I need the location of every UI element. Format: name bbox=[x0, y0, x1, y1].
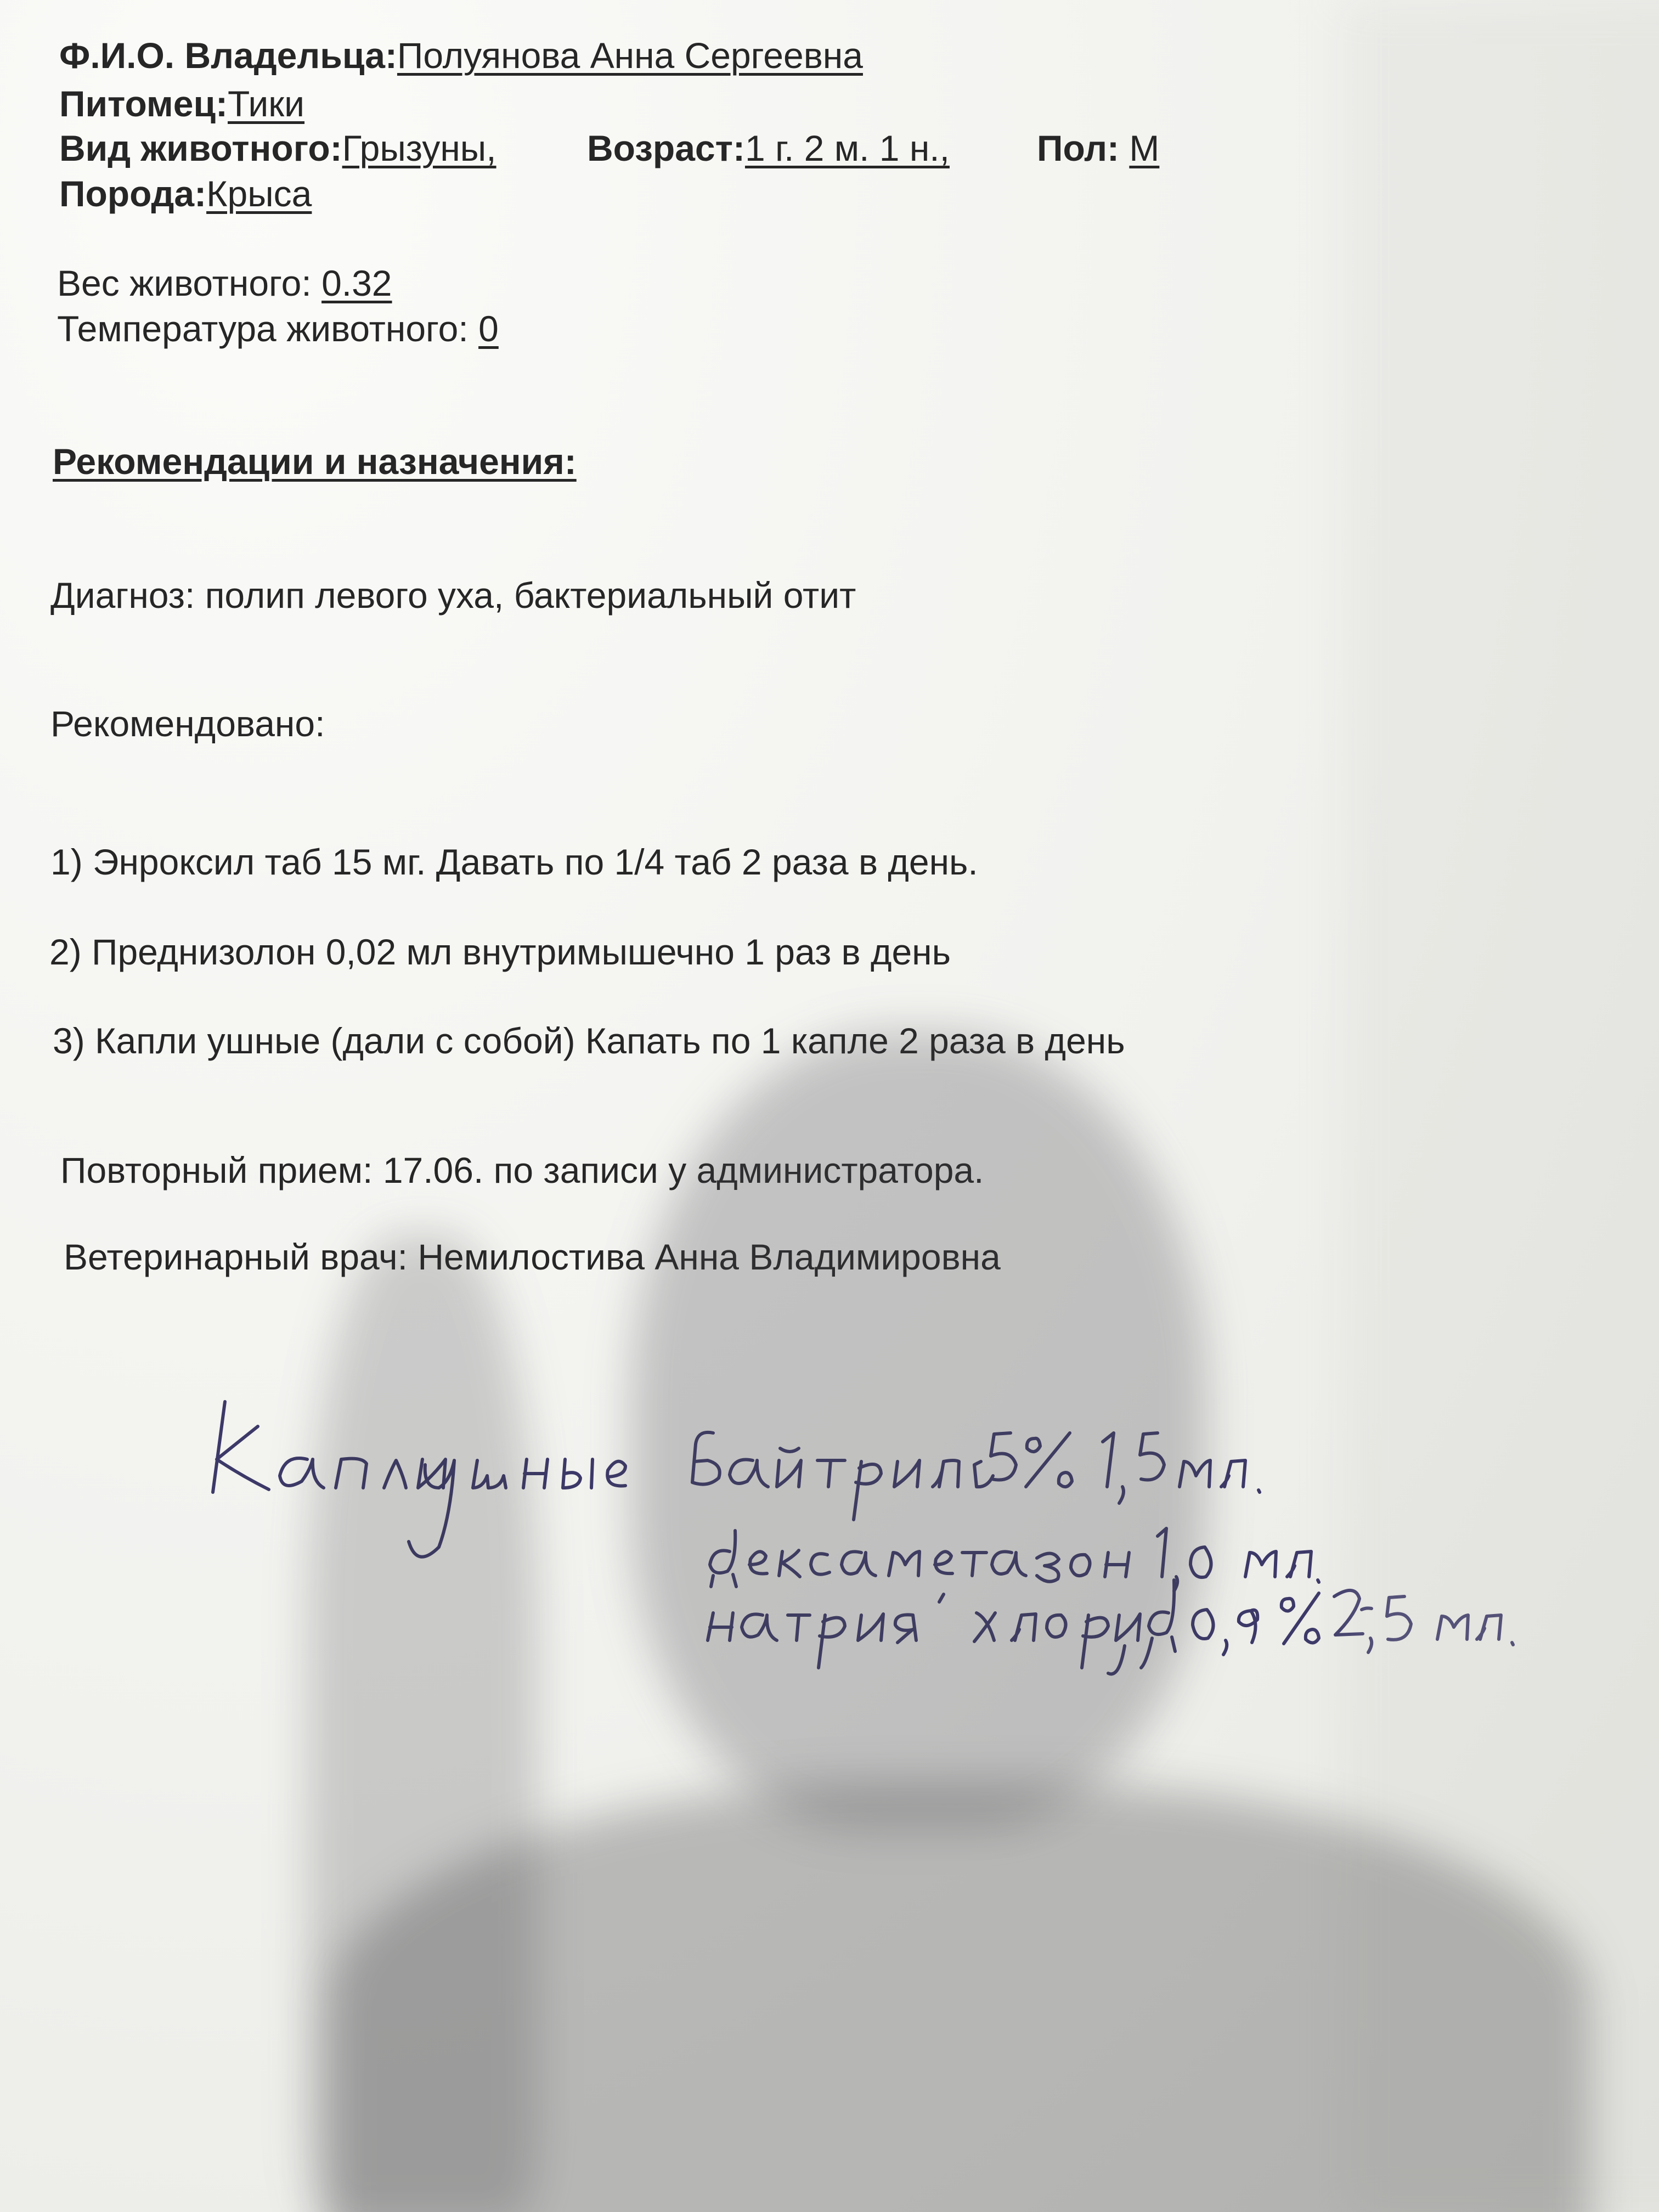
pet-value: Тики bbox=[228, 83, 305, 124]
vet-text: Ветеринарный врач: Немилостива Анна Владимировна bbox=[64, 1237, 1001, 1277]
handwritten-line-3 bbox=[708, 1580, 1513, 1674]
handwritten-line-2 bbox=[710, 1528, 1319, 1591]
age-value: 1 г. 2 м. 1 н., bbox=[744, 128, 950, 168]
temperature-label: Температура животного: bbox=[57, 308, 469, 349]
age-label: Возраст: bbox=[587, 128, 745, 168]
handwritten-title bbox=[213, 1402, 625, 1557]
species-line bbox=[59, 130, 496, 166]
temperature-value: 0 bbox=[478, 308, 499, 349]
breed-value: Крыса bbox=[206, 173, 312, 214]
species-label: Вид животного: bbox=[59, 128, 342, 168]
recommended-label: Рекомендовано: bbox=[50, 703, 325, 744]
weight-label: Вес животного: bbox=[57, 263, 312, 303]
sex-value: М bbox=[1129, 128, 1160, 168]
diagnosis-text: Диагноз: полип левого уха, бактериальный отит bbox=[50, 575, 856, 616]
species-value: Грызуны, bbox=[342, 128, 496, 168]
prescription-2: 2) Преднизолон 0,02 мл внутримышечно 1 раз в день bbox=[49, 932, 951, 972]
weight-line bbox=[57, 265, 392, 301]
owner-label: Ф.И.О. Владельца: bbox=[59, 35, 397, 76]
sex-line bbox=[1037, 130, 1159, 166]
breed-label: Порода: bbox=[59, 173, 207, 214]
follow-up-text: Повторный прием: 17.06. по записи у администратора. bbox=[60, 1150, 984, 1190]
pet-label: Питомец: bbox=[59, 83, 228, 124]
temperature-line bbox=[57, 308, 499, 349]
sex-label: Пол: bbox=[1037, 128, 1120, 168]
breed-line bbox=[59, 173, 312, 214]
owner-line bbox=[59, 37, 863, 74]
shadow-left bbox=[307, 1234, 538, 2212]
prescription-1: 1) Энроксил таб 15 мг. Давать по 1/4 таб 2 раза в день. bbox=[50, 842, 978, 882]
shadow-body bbox=[329, 1783, 1591, 2212]
handwritten-line-1 bbox=[692, 1432, 1260, 1520]
age-line bbox=[587, 130, 950, 166]
weight-value: 0.32 bbox=[321, 263, 392, 303]
section-title: Рекомендации и назначения: bbox=[53, 441, 577, 482]
pet-line bbox=[59, 83, 305, 124]
light-falloff bbox=[1344, 0, 1659, 2212]
owner-value: Полуянова Анна Сергеевна bbox=[397, 35, 863, 76]
prescription-3: 3) Капли ушные (дали с собой) Капать по 1 капле 2 раза в день bbox=[53, 1020, 1125, 1061]
